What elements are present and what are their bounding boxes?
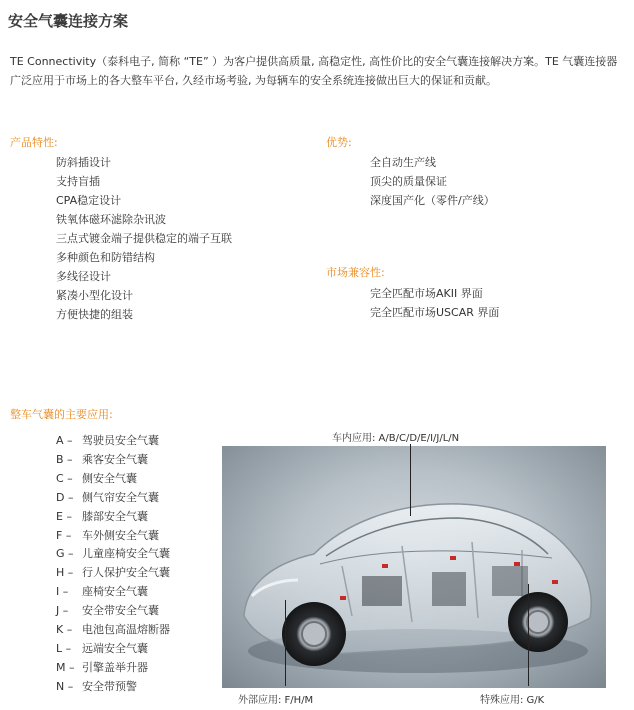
feature-item: 多线径设计 — [56, 270, 111, 283]
application-item — [56, 678, 170, 697]
application-code: G – — [56, 547, 74, 561]
application-code: N – — [56, 679, 74, 693]
application-item — [56, 470, 170, 489]
application-code: E – — [56, 509, 72, 523]
compatibility-heading: 市场兼容性: — [326, 266, 385, 279]
application-label: 车外侧安全气囊 — [82, 528, 159, 542]
application-item — [56, 602, 170, 621]
special-applications-label: 特殊应用: G/K — [480, 695, 545, 706]
application-label: 引擎盖举升器 — [82, 660, 148, 674]
application-item — [56, 489, 170, 508]
application-item — [56, 564, 170, 583]
compatibility-item: 完全匹配市场USCAR 界面 — [370, 306, 500, 319]
feature-item: 紧凑小型化设计 — [56, 289, 133, 302]
application-code: L – — [56, 641, 72, 655]
feature-item: 铁氧体磁环滤除杂讯波 — [56, 213, 166, 226]
application-label: 乘客安全气囊 — [82, 452, 148, 466]
features-list — [56, 153, 232, 324]
application-label: 侧安全气囊 — [82, 471, 137, 485]
advantage-item: 深度国产化（零件/产线） — [370, 194, 495, 207]
applications-list — [56, 432, 170, 697]
application-item — [56, 432, 170, 451]
feature-item: 支持盲插 — [56, 175, 100, 188]
feature-item: 方便快捷的组装 — [56, 308, 133, 321]
feature-item: 防斜插设计 — [56, 156, 111, 169]
feature-item: 多种颜色和防错结构 — [56, 251, 155, 264]
application-code: K – — [56, 623, 73, 637]
page-title: 安全气囊连接方案 — [8, 12, 129, 30]
application-label: 行人保护安全气囊 — [82, 566, 170, 580]
application-label: 儿童座椅安全气囊 — [82, 547, 170, 561]
application-label: 侧气帘安全气囊 — [82, 490, 159, 504]
exterior-leader-line — [285, 600, 286, 686]
application-code: I – — [56, 585, 69, 599]
feature-item: CPA稳定设计 — [56, 194, 122, 207]
application-item — [56, 659, 170, 678]
application-code: D – — [56, 490, 74, 504]
application-label: 座椅安全气囊 — [82, 585, 148, 599]
application-item — [56, 508, 170, 527]
feature-item: 三点式镀金端子提供稳定的端子互联 — [56, 232, 232, 245]
application-label: 远端安全气囊 — [82, 641, 148, 655]
advantages-heading: 优势: — [326, 136, 352, 149]
application-label: 膝部安全气囊 — [82, 509, 148, 523]
application-item — [56, 583, 170, 602]
application-item — [56, 545, 170, 564]
application-item — [56, 527, 170, 546]
application-label: 安全带预警 — [82, 679, 137, 693]
application-code: H – — [56, 566, 74, 580]
car-illustration — [222, 446, 606, 688]
application-item — [56, 621, 170, 640]
advantage-item: 顶尖的质量保证 — [370, 175, 447, 188]
application-code: C – — [56, 471, 73, 485]
application-label: 安全带安全气囊 — [82, 604, 159, 618]
exterior-applications-label: 外部应用: F/H/M — [238, 695, 314, 706]
intro-paragraph: TE Connectivity（泰科电子, 简称 “TE” ）为客户提供高质量, 高稳定性, 高性价比的安全气囊连接解决方案。TE 气囊连接器广泛应用于市场上的各大整车平台, 久经市场考验, 为每辆车的安全系统连接做出巨大的保证和贡献。 — [10, 55, 618, 87]
interior-leader-line — [410, 444, 411, 516]
compatibility-item: 完全匹配市场AKII 界面 — [370, 287, 483, 300]
application-code: J – — [56, 604, 69, 618]
special-leader-line — [528, 584, 529, 686]
application-code: F – — [56, 528, 72, 542]
application-item — [56, 640, 170, 659]
advantages-list — [370, 153, 495, 210]
car-cutaway-photo — [222, 446, 606, 688]
advantage-item: 全自动生产线 — [370, 156, 436, 169]
features-heading: 产品特性: — [10, 136, 58, 149]
application-label: 驾驶员安全气囊 — [82, 434, 159, 447]
application-item — [56, 451, 170, 470]
application-label: 电池包高温熔断器 — [82, 623, 170, 637]
application-code: A – — [56, 434, 73, 447]
applications-heading: 整车气囊的主要应用: — [10, 408, 113, 421]
application-code: B – — [56, 452, 73, 466]
compatibility-list — [370, 284, 499, 322]
application-code: M – — [56, 660, 75, 674]
interior-applications-label: 车内应用: A/B/C/D/E/I/J/L/N — [332, 433, 460, 444]
